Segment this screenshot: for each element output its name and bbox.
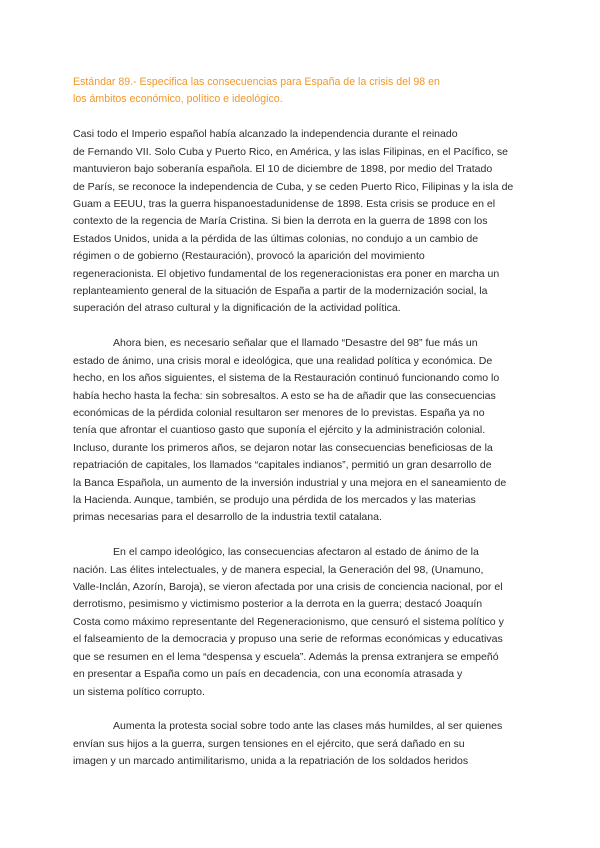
- paragraph-line: primas necesarias para el desarrollo de la industria textil catalana.: [73, 511, 382, 524]
- paragraph-line: Casi todo el Imperio español había alcanzado la independencia durante el reinado: [73, 128, 458, 141]
- paragraph-line: económicas de la pérdida colonial resultaron ser menores de lo previstas. España ya no: [73, 406, 485, 419]
- paragraph-line: un sistema político corrupto.: [73, 685, 205, 698]
- document-page: [73, 74, 528, 771]
- paragraph-line: Valle-Inclán, Azorín, Baroja), se vieron afectada por una crisis de conciencia nacional, por el: [73, 581, 503, 594]
- body-text: [73, 126, 528, 770]
- paragraph: [73, 718, 528, 770]
- paragraph-line: de Fernando VII. Solo Cuba y Puerto Rico, en América, y las islas Filipinas, en el Pacífico, se: [73, 145, 508, 158]
- paragraph-line: que se resumen en el lema “despensa y escuela”. Además la prensa extranjera se empeñó: [73, 650, 499, 663]
- paragraph-line: estado de ánimo, una crisis moral e ideológica, que una realidad política y económica. De: [73, 354, 493, 367]
- paragraph: [73, 126, 528, 317]
- title-line: Estándar 89.- Especifica las consecuencias para España de la crisis del 98 en: [73, 76, 440, 88]
- paragraph-line: replanteamiento general de la situación de España a partir de la modernización social, la: [73, 284, 488, 297]
- paragraph-line: envían sus hijos a la guerra, surgen tensiones en el ejército, que será dañado en su: [73, 737, 465, 750]
- paragraph-line: había hecho hasta la fecha: sin sobresaltos. A esto se ha de añadir que las consecuencias: [73, 389, 496, 402]
- paragraph-line: repatriación de capitales, los llamados “capitales indianos”, permitió un gran desarrollo de: [73, 459, 492, 472]
- paragraph-line: en presentar a España como un país en decadencia, con una economía atrasada y: [73, 668, 463, 681]
- title-line: los ámbitos económico, político e ideológico.: [73, 93, 283, 106]
- paragraph-line: Costa como máximo representante del Regeneracionismo, que censuró el sistema político y: [73, 615, 504, 628]
- paragraph-line: mantuvieron bajo soberanía española. El 10 de diciembre de 1898, por medio del Tratado: [73, 163, 493, 176]
- paragraph-line: nación. Las élites intelectuales, y de manera especial, la Generación del 98, (Unamuno,: [73, 563, 484, 576]
- paragraph-line: derrotismo, pesimismo y victimismo posterior a la derrota en la guerra; destacó Joaquín: [73, 598, 483, 611]
- paragraph-line: régimen o de gobierno (Restauración), provocó la aparición del movimiento: [73, 250, 425, 263]
- paragraph-line: superación del atraso cultural y la dignificación de la actividad política.: [73, 302, 401, 315]
- paragraph-line: En el campo ideológico, las consecuencias afectaron al estado de ánimo de la: [113, 546, 479, 559]
- spacer: [73, 701, 528, 719]
- paragraph-line: Ahora bien, es necesario señalar que el llamado “Desastre del 98” fue más un: [113, 337, 478, 350]
- paragraph-line: hecho, en los años siguientes, el sistema de la Restauración continuó funcionando como lo: [73, 372, 500, 385]
- paragraph-line: Guam a EEUU, tras la guerra hispanoestadunidense de 1898. Esta crisis se produce en el: [73, 197, 496, 210]
- paragraph-line: contexto de la regencia de María Cristina. Si bien la derrota en la guerra de 1898 con los: [73, 215, 488, 228]
- paragraph-line: Estados Unidos, unida a la pérdida de las últimas colonias, no condujo a un cambio de: [73, 232, 479, 245]
- spacer: [73, 527, 528, 545]
- paragraph-line: regeneracionista. El objetivo fundamental de los regeneracionistas era poner en marcha un: [73, 267, 500, 280]
- paragraph-line: Incluso, durante los primeros años, se dejaron notar las consecuencias beneficiosas de la: [73, 441, 493, 454]
- spacer: [73, 109, 528, 127]
- paragraph-line: el falseamiento de la democracia y propuso una serie de reformas económicas y educativas: [73, 633, 503, 646]
- paragraph-line: imagen y un marcado antimilitarismo, unida a la repatriación de los soldados heridos: [73, 755, 469, 768]
- paragraph-line: la Hacienda. Aunque, también, se produjo una pérdida de los mercados y las materias: [73, 493, 476, 506]
- paragraph-line: la Banca Española, un aumento de la inversión industrial y una mejora en el saneamiento de: [73, 476, 507, 489]
- page-title: [73, 74, 528, 109]
- paragraph: [73, 544, 528, 701]
- paragraph-line: Aumenta la protesta social sobre todo ante las clases más humildes, al ser quienes: [113, 720, 503, 733]
- paragraph-line: de París, se reconoce la independencia de Cuba, y se ceden Puerto Rico, Filipinas y la isla de: [73, 180, 514, 193]
- paragraph-line: tenía que afrontar el cuantioso gasto que suponía el ejército y la administración colonial.: [73, 424, 486, 437]
- spacer: [73, 318, 528, 336]
- paragraph: [73, 335, 528, 526]
